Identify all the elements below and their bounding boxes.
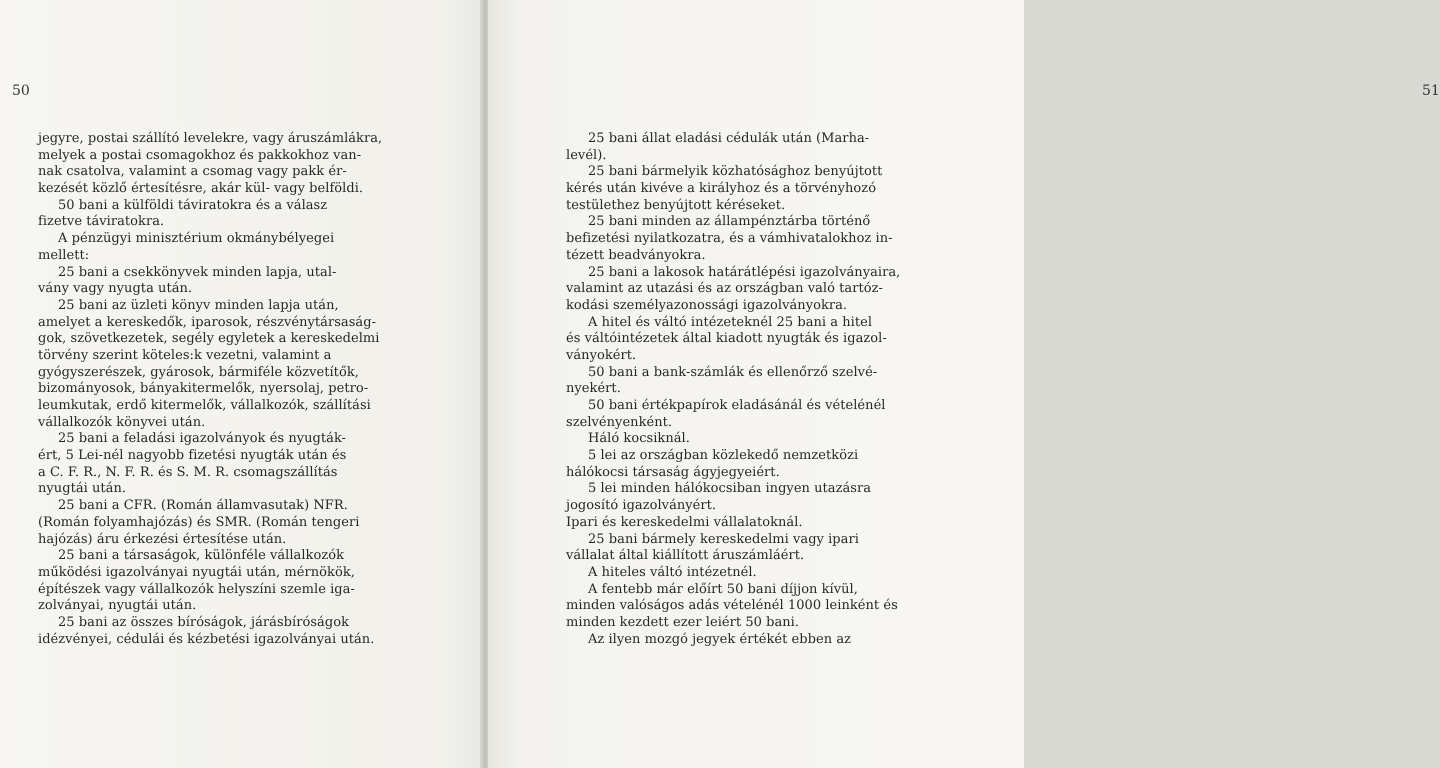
right-text-line: 5 lei minden hálókocsiban ingyen utazásra <box>588 481 872 497</box>
right-text-line: A hiteles váltó intézetnél. <box>588 564 757 580</box>
left-text-line: 25 bani a CFR. (Román államvasutak) NFR. <box>58 498 348 514</box>
right-text-line: Háló kocsiknál. <box>588 431 690 447</box>
left-page <box>0 0 484 768</box>
left-text-line: vány vagy nyugta után. <box>38 281 193 297</box>
left-text-line: hajózás) áru érkezési értesítése után. <box>38 531 287 547</box>
right-text-line: 50 bani értékpapírok eladásánál és vételénél <box>588 398 886 413</box>
left-text-line: építészek vagy vállalkozók helyszíni szemle iga- <box>38 581 355 597</box>
left-text-line: 25 bani az üzleti könyv minden lapja után, <box>58 297 339 313</box>
left-text-line: (Román folyamhajózás) és SMR. (Román tengeri <box>38 514 360 530</box>
right-text-line: és váltóintézetek által kiadott nyugták és igazol- <box>566 331 887 347</box>
left-text-line: 25 bani a társaságok, különféle vállalkozók <box>58 548 345 564</box>
right-page-number: 51 <box>1422 83 1440 99</box>
right-text-line: testülethez benyújtott kéréseket. <box>566 197 786 213</box>
right-text-line: 5 lei az országban közlekedő nemzetközi <box>588 448 859 464</box>
left-text-line: gok, szövetkezetek, segély egyletek a kereskedelmi <box>38 331 380 347</box>
left-text-line: melyek a postai csomagokhoz és pakkokhoz van- <box>38 147 362 163</box>
left-text-line: jegyre, postai szállító levelekre, vagy áruszámlákra, <box>38 131 383 146</box>
right-text-line: kérés után kivéve a királyhoz és a törvényhozó <box>566 181 877 197</box>
right-text-line: Az ilyen mozgó jegyek értékét ebben az <box>588 631 852 647</box>
left-text-line: működési igazolványai nyugtái után, mérnökök, <box>38 564 355 580</box>
right-text-line: vállalat által kiállított áruszámláért. <box>566 548 805 564</box>
left-text-line: bizományosok, bányakitermelők, nyersolaj, petro- <box>38 381 369 397</box>
left-text-line: fizetve táviratokra. <box>38 214 165 230</box>
right-text-line: 25 bani minden az állampénztárba történő <box>588 214 871 230</box>
right-text-line: hálókocsi társaság ágyjegyeiért. <box>566 464 780 480</box>
right-page-text <box>566 131 956 648</box>
right-text-line: 25 bani bármely kereskedelmi vagy ipari <box>588 531 859 547</box>
right-text-line: jogosító igazolványért. <box>566 498 717 514</box>
left-text-line: gyógyszerészek, gyárosok, bármiféle közvetítők, <box>38 364 359 380</box>
right-text-line: kodási személyazonossági igazolványokra. <box>566 297 848 313</box>
left-page-number: 50 <box>12 83 30 99</box>
left-text-line: vállalkozók könyvei után. <box>38 414 206 430</box>
right-text-line: Ipari és kereskedelmi vállalatoknál. <box>566 514 803 530</box>
right-text-line: minden kezdett ezer leiért 50 bani. <box>566 614 800 630</box>
left-text-line: nak csatolva, valamint a csomag vagy pakk ér- <box>38 164 347 180</box>
right-text-line: A hitel és váltó intézeteknél 25 bani a hitel <box>588 314 873 330</box>
right-text-line: 25 bani bármelyik közhatósághoz benyújtott <box>588 164 883 180</box>
left-text-line: kezését közlő értesítésre, akár kül- vagy belföldi. <box>38 181 364 197</box>
left-text-line: nyugtái után. <box>38 481 127 497</box>
left-text-line: leumkutak, erdő kitermelők, vállalkozók, szállítási <box>38 398 371 413</box>
left-text-line: mellett: <box>38 247 90 263</box>
left-text-line: 25 bani a feladási igazolványok és nyugták- <box>58 431 347 447</box>
left-text-line: 25 bani a csekkönyvek minden lapja, utal- <box>58 264 337 280</box>
left-text-line: 50 bani a külföldi táviratokra és a válasz <box>58 197 328 213</box>
right-text-line: levél). <box>566 147 607 163</box>
right-text-line: szelvényenként. <box>566 414 673 430</box>
right-text-line: minden valóságos adás vételénél 1000 leinként és <box>566 598 898 614</box>
left-page-text <box>38 131 402 648</box>
left-text-line: 25 bani az összes bíróságok, járásbíróságok <box>58 614 349 630</box>
right-text-line: 25 bani a lakosok határátlépési igazolványaira, <box>588 264 901 280</box>
right-text-line: tézett beadványokra. <box>566 247 706 263</box>
right-text-line: A fentebb már előírt 50 bani díjjon kívül, <box>588 581 858 597</box>
left-text-line: amelyet a kereskedők, iparosok, részvénytársaság- <box>38 314 377 330</box>
right-text-line: nyekért. <box>566 381 621 397</box>
left-text-line: ért, 5 Lei-nél nagyobb fizetési nyugták után és <box>38 448 347 464</box>
right-text-line: befizetési nyilatkozatra, és a vámhivatalokhoz in- <box>566 231 893 247</box>
right-text-line: ványokért. <box>566 347 637 363</box>
right-text-line: 50 bani a bank-számlák és ellenőrző szelvé- <box>588 364 878 380</box>
left-text-line: zolványai, nyugtái után. <box>38 598 197 614</box>
left-text-line: A pénzügyi minisztérium okmánybélyegei <box>58 231 335 247</box>
left-text-line: idézvényei, cédulái és kézbetési igazolványai után. <box>38 631 375 647</box>
right-text-line: valamint az utazási és az országban való tartóz- <box>566 281 883 297</box>
left-text-line: a C. F. R., N. F. R. és S. M. R. csomagszállítás <box>38 464 338 480</box>
right-text-line: 25 bani állat eladási cédulák után (Marha- <box>588 131 870 146</box>
left-text-line: törvény szerint köteles:k vezetni, valamint a <box>38 347 332 363</box>
